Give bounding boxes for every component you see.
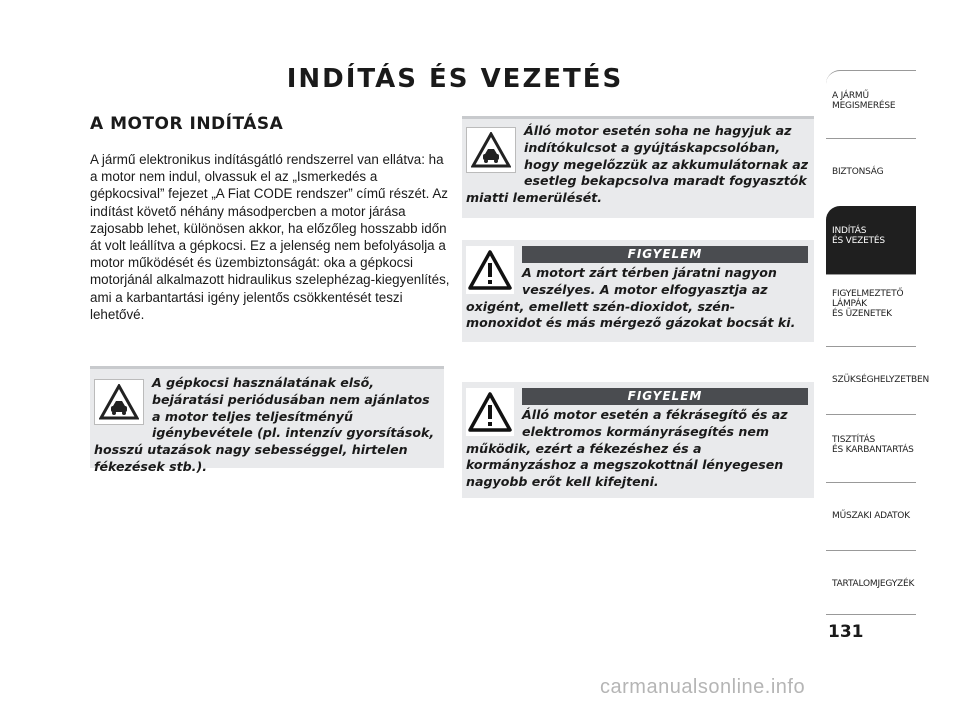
warning-box-closed-space [462,240,814,342]
tab-label: MŰSZAKI ADATOK [832,511,910,521]
tab-starting-and-driving[interactable] [826,206,916,274]
watermark: carmanualsonline.info [600,676,806,698]
warning-label: FIGYELEM [522,246,808,263]
warning-triangle-icon [466,246,514,294]
note-box-run-in [90,366,444,474]
tab-label: TISZTÍTÁS ÉS KARBANTARTÁS [832,435,914,455]
section-heading: A MOTOR INDÍTÁSA [90,114,284,134]
warning-triangle-icon [466,388,514,436]
tabs-bottom-rule [826,614,916,615]
tab-warning-lights[interactable] [826,274,916,346]
tab-label: INDÍTÁS ÉS VEZETÉS [832,226,885,246]
tab-label: BIZTONSÁG [832,167,884,177]
ignition-note-text: Álló motor esetén soha ne hagyjuk az indítókulcsot a gyújtáskapcsolóban, hogy megelőzzük az akkumulátornak az esetleg bekapcsolva maradt fogyasztók miatti lemerülését. [466,123,809,206]
warning-text: A motort zárt térben járatni nagyon veszélyes. A motor elfogyasztja az oxigént, emellett szén-dioxidot, szén-monoxidot és más mérgező gázokat bocsát ki. [466,265,796,331]
body-text [90,151,450,323]
tab-label: FIGYELMEZTETŐ LÁMPÁK ÉS ÜZENETEK [832,289,904,319]
tab-label: A JÁRMŰ MEGISMERÉSE [832,91,896,111]
car-warning-triangle-icon [466,127,516,173]
tab-emergency[interactable] [826,346,930,414]
tab-index[interactable] [826,550,916,618]
note-box-ignition [462,116,814,218]
tab-safety[interactable] [826,138,916,206]
tab-technical-data[interactable] [826,482,916,550]
warning-label: FIGYELEM [522,388,808,405]
warning-box-brake-assist [462,382,814,498]
page-number: 131 [828,622,864,642]
warning-text: Álló motor esetén a fékrásegítő és az elektromos kormányrásegítés nem működik, ezért a fékezéshez és a kormányzáshoz a megszokottnál lényegesen nagyobb erőt kell kifejteni. [466,407,788,490]
page-title: INDÍTÁS ÉS VEZETÉS [286,64,624,94]
run-in-note-text: A gépkocsi használatának első, bejáratási periódusában nem ajánlatos a motor teljes teljesítményű igénybevétele (pl. intenzív gyorsítások, hosszú utazások nagy sebességgel, hirtelen fékezések stb.). [94,375,435,474]
body-paragraph: A jármű elektronikus indításgátló rendszerrel van ellátva: ha a motor nem indul, olvassuk el az „Ismerkedés a gépkocsival” fejezet „A Fiat CODE rendszer” című részét. Az indítást követő néhány másodpercben a motor járása zajosabb lehet, különösen akkor, ha előzőleg hosszabb időn át volt leállítva a gépkocsi. Ez a jelenség nem befolyásolja a motor működését és üzembiztonságát: oka a gépkocsi motorjánál alkalmazott hidraulikus szelephézag-kiegyenlítés, ami a karbantartási igény jelentős csökkentését teszi lehetővé. [90,152,450,322]
chapter-tabs [826,70,930,618]
tab-maintenance[interactable] [826,414,916,482]
tab-label: TARTALOMJEGYZÉK [832,579,915,589]
tab-label: SZÜKSÉGHELYZETBEN [832,375,930,385]
car-warning-triangle-icon [94,379,144,425]
tab-vehicle-overview[interactable] [826,70,916,138]
